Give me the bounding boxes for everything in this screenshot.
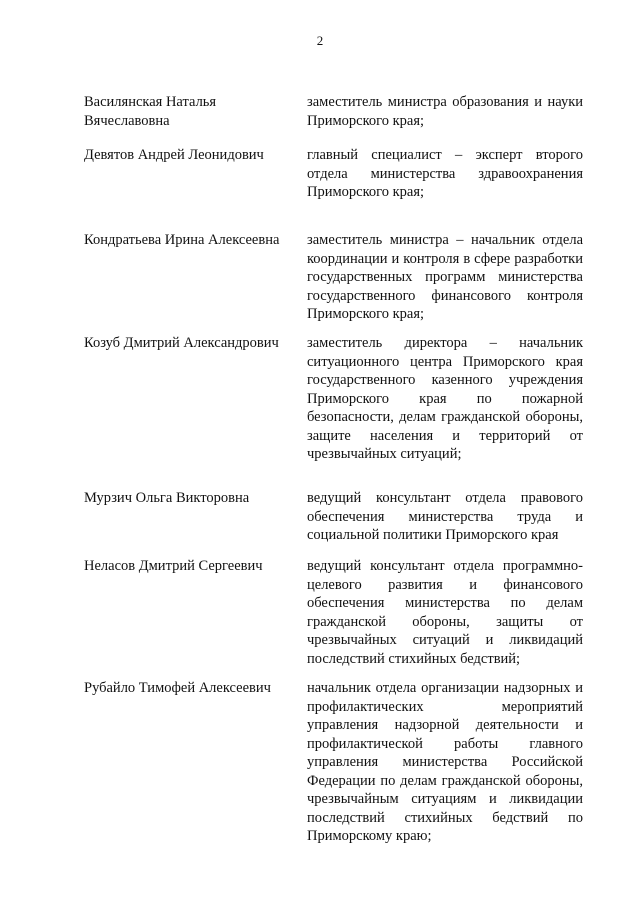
member-name: Мурзич Ольга Викторовна xyxy=(84,490,250,506)
member-role: ведущий консультант отдела программно-целевого развития и финансового обеспечения министерства по делам гражданской обороны, защиты от чрезвычайных ситуаций и ликвидаций последствий стихийных бедствий; xyxy=(307,558,583,667)
member-name: Рубайло Тимофей Алексеевич xyxy=(84,680,271,696)
member-name: Неласов Дмитрий Сергеевич xyxy=(84,558,263,574)
member-name: Кондратьева Ирина Алексеевна xyxy=(84,232,280,248)
member-name: Девятов Андрей Леонидович xyxy=(84,147,264,163)
member-role: заместитель министра – начальник отдела координации и контроля в сфере разработки государственных программ министерства государственного финансового контроля Приморского края; xyxy=(307,232,583,322)
member-name: Козуб Дмитрий Александрович xyxy=(84,335,279,351)
member-role: заместитель министра образования и науки Приморского края; xyxy=(307,94,583,129)
member-role: заместитель директора – начальник ситуационного центра Приморского края государственного казенного учреждения Приморского края по пожарной безопасности, делам гражданской обороны, защите населения и территорий от чрезвычайных ситуаций; xyxy=(307,335,583,462)
member-role: начальник отдела организации надзорных и профилактических мероприятий управления надзорной деятельности и профилактической работы главного управления министерства Российской Федерации по делам гражданской обороны, чрезвычайным ситуациям и ликвидации последствий стихийных бедствий по Приморскому краю; xyxy=(307,680,583,844)
member-role: ведущий консультант отдела правового обеспечения министерства труда и социальной политики Приморского края xyxy=(307,490,583,543)
member-name: Василянская Наталья Вячеславовна xyxy=(84,94,217,129)
page-number: 2 xyxy=(316,33,324,48)
member-role: главный специалист – эксперт второго отдела министерства здравоохранения Приморского края; xyxy=(307,147,583,200)
